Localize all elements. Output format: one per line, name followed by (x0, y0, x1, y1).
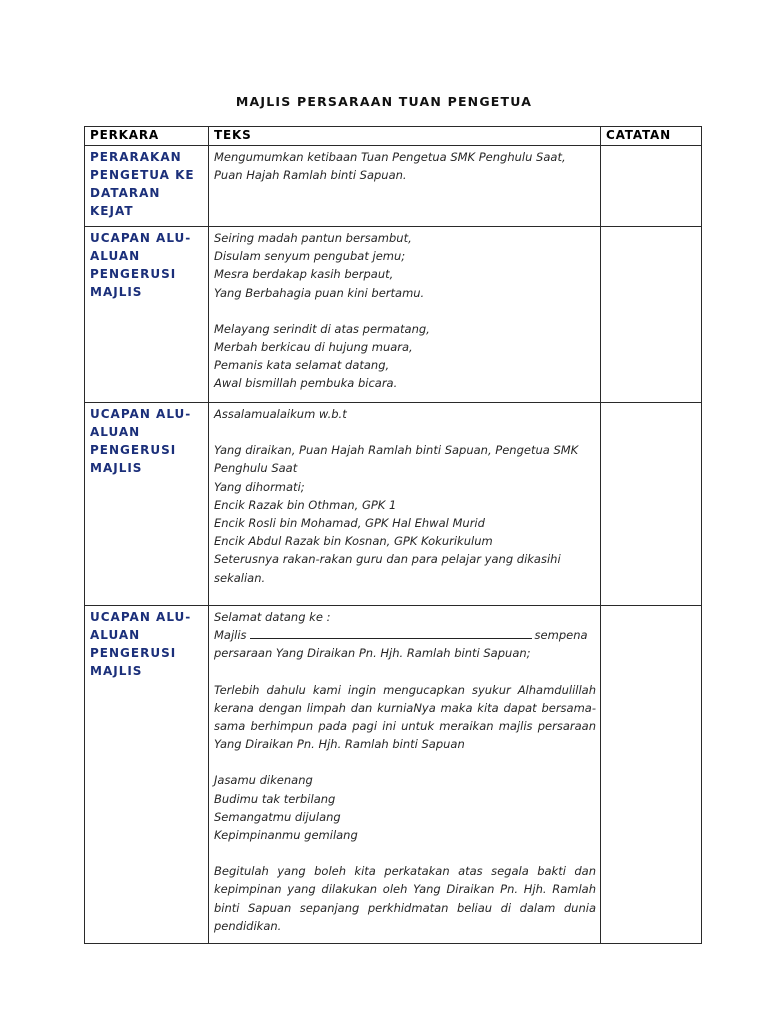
majlis-line (214, 626, 596, 644)
majlis-suffix: sempena (534, 628, 588, 643)
catatan-cell (601, 227, 702, 403)
poem-line: Kepimpinanmu gemilang (214, 828, 358, 843)
header-perkara: PERKARA (85, 127, 209, 146)
pantun-line: Seiring madah pantun bersambut, (214, 231, 412, 245)
text-line: Encik Rosli bin Mohamad, GPK Hal Ehwal Murid (214, 516, 485, 531)
table-row (85, 403, 702, 606)
header-catatan: CATATAN (601, 127, 702, 146)
document-title: MAJLIS PERSARAAN TUAN PENGETUA (235, 94, 533, 109)
pantun-line: Melayang serindit di atas permatang, (214, 321, 430, 336)
table-row (85, 146, 702, 227)
table-row (85, 227, 702, 403)
paragraph: Begitulah yang boleh kita perkatakan atas segala bakti dan kepimpinan yang dilakukan oleh Yang Diraikan Pn. Hjh. Ramlah binti Sapuan sepanjang perkhidmatan beliau di dalam dunia pendidikan. (214, 864, 596, 933)
catatan-cell (601, 606, 702, 944)
pantun-line: Merbah berkicau di hujung muara, (214, 340, 413, 355)
majlis-name-blank (250, 626, 532, 639)
header-teks: TEKS (209, 127, 601, 146)
row-label: PERARAKAN PENGETUA KE DATARAN KEJAT (85, 146, 209, 227)
table-header-row (85, 127, 702, 146)
welcome-line: Selamat datang ke : (214, 610, 331, 624)
row-label: UCAPAN ALU-ALUAN PENGERUSI MAJLIS (85, 403, 209, 606)
pantun-line: Pemanis kata selamat datang, (214, 358, 390, 373)
pantun-line: Mesra berdakap kasih berpaut, (214, 267, 394, 282)
text-line: Yang diraikan, Puan Hajah Ramlah binti Sapuan, Pengetua SMK Penghulu Saat (214, 443, 579, 476)
text-line: Yang dihormati; (214, 479, 305, 494)
row-label: UCAPAN ALU-ALUAN PENGERUSI MAJLIS (85, 227, 209, 403)
catatan-cell (601, 403, 702, 606)
row-text (209, 403, 601, 606)
pantun-line: Awal bismillah pembuka bicara. (214, 376, 398, 391)
pantun-line: Yang Berbahagia puan kini bertamu. (214, 285, 425, 300)
paragraph: Terlebih dahulu kami ingin mengucapkan syukur Alhamdulillah kerana dengan limpah dan kurniaNya maka kita dapat bersama-sama berhimpun pada pagi ini untuk meraikan majlis persaraan Yang Diraikan Pn. Hjh. Ramlah binti Sapuan (214, 682, 596, 752)
text-line: Encik Abdul Razak bin Kosnan, GPK Kokurikulum (214, 534, 493, 549)
text-line: Encik Razak bin Othman, GPK 1 (214, 497, 397, 512)
programme-table (84, 126, 702, 944)
pantun-line: Disulam senyum pengubat jemu; (214, 249, 406, 264)
text-line: persaraan Yang Diraikan Pn. Hjh. Ramlah binti Sapuan; (214, 646, 531, 661)
poem-line: Jasamu dikenang (214, 773, 313, 788)
majlis-prefix: Majlis (214, 628, 247, 643)
poem-line: Budimu tak terbilang (214, 791, 336, 806)
row-text (209, 227, 601, 403)
text-line: Mengumumkan ketibaan Tuan Pengetua SMK Penghulu Saat, Puan Hajah Ramlah binti Sapuan. (214, 150, 566, 183)
greeting-line: Assalamualaikum w.b.t (214, 407, 347, 421)
catatan-cell (601, 146, 702, 227)
poem-line: Semangatmu dijulang (214, 809, 341, 824)
text-line: Seterusnya rakan-rakan guru dan para pelajar yang dikasihi sekalian. (214, 552, 561, 585)
row-text (209, 606, 601, 944)
table-row (85, 606, 702, 944)
row-label: UCAPAN ALU-ALUAN PENGERUSI MAJLIS (85, 606, 209, 944)
row-text (209, 146, 601, 227)
